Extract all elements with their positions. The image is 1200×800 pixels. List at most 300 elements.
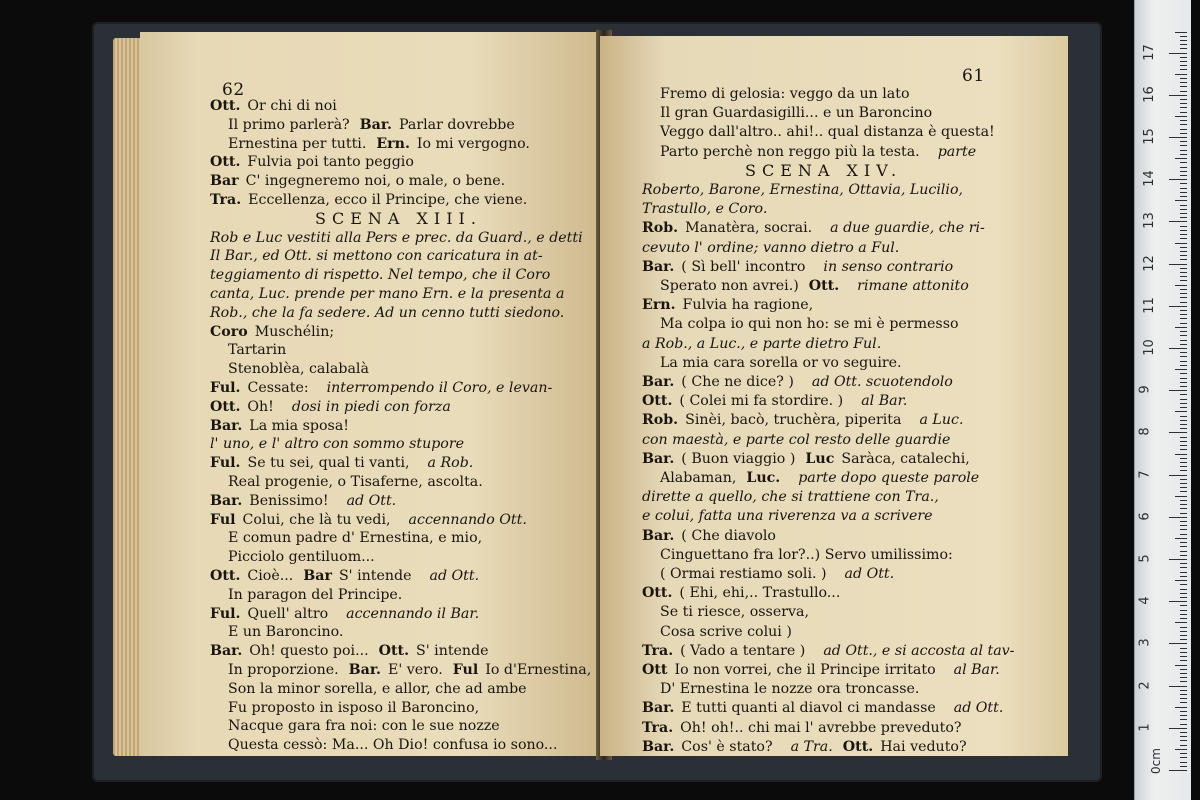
ruler-number: 4 <box>1137 596 1153 605</box>
page-edges <box>113 38 143 756</box>
speaker-name: Bar. <box>642 527 675 544</box>
ruler-number: 16 <box>1141 86 1157 103</box>
ruler-tick <box>1180 740 1187 741</box>
ruler-tick <box>1169 390 1187 391</box>
text-line <box>642 737 967 756</box>
ruler-tick <box>1180 361 1187 362</box>
ruler-tick <box>1180 525 1187 526</box>
ruler-tick <box>1175 200 1187 201</box>
dialogue-text: Alabaman, <box>660 470 737 486</box>
ruler-tick <box>1180 103 1187 104</box>
text-line <box>228 622 343 642</box>
ruler-tick <box>1180 669 1187 670</box>
ruler-number: 5 <box>1137 554 1153 563</box>
ruler-tick <box>1180 44 1187 45</box>
stage-direction: a Rob. <box>427 455 474 472</box>
ruler-tick <box>1180 192 1187 193</box>
dialogue-text: Picciolo gentiluom... <box>228 549 375 566</box>
ruler-tick <box>1180 420 1187 421</box>
text-line <box>642 372 953 392</box>
ruler-tick <box>1180 196 1187 197</box>
right-page-text <box>600 36 1068 756</box>
dialogue-text: Cosa scrive colui ) <box>660 623 792 640</box>
dialogue-text: Colui, che là tu vedi, <box>242 511 391 528</box>
dialogue-text: E tutti quanti al diavol ci mandasse <box>681 700 936 717</box>
speaker-name: Bar. <box>642 700 675 717</box>
stage-direction: teggiamento di rispetto. Nel tempo, che il Coro <box>210 267 551 284</box>
dialogue-text: E comun padre d' Ernestina, e mio, <box>228 530 483 547</box>
ruler-tick <box>1169 53 1187 54</box>
dialogue-text: La mia sposa! <box>249 417 349 434</box>
ruler-tick <box>1180 719 1187 720</box>
dialogue-text: Fu proposto in isposo il Baroncino, <box>228 699 480 716</box>
text-line <box>660 602 809 622</box>
stage-direction: dirette a quello, che si trattiene con Tra., <box>642 489 939 506</box>
ruler-tick <box>1180 213 1187 214</box>
ruler-tick <box>1180 310 1187 311</box>
speaker-name: Ott. <box>642 393 673 410</box>
scene-heading: SCENA XIV. <box>745 160 903 180</box>
speaker-name: Ful. <box>210 455 241 472</box>
ruler-tick <box>1180 238 1187 239</box>
stage-direction: e colui, fatta una riverenza va a scrivere <box>642 508 933 525</box>
text-line <box>228 585 402 605</box>
text-line <box>210 303 564 323</box>
ruler-tick <box>1180 352 1187 353</box>
speaker-name: Luc. <box>746 470 781 486</box>
speaker-name: Ott. <box>210 398 241 415</box>
dialogue-text: ( Buon viaggio ) <box>681 450 796 467</box>
ruler-tick <box>1180 711 1187 712</box>
speaker-name: Tra. <box>642 642 674 659</box>
dialogue-text: ( Ehi, ehi,.. Trastullo... <box>679 585 841 602</box>
speaker-name: Ott. <box>210 98 241 114</box>
ruler-tick <box>1180 513 1187 514</box>
ruler-tick <box>1180 673 1187 674</box>
ruler-tick <box>1169 95 1187 96</box>
ruler-tick <box>1180 698 1187 699</box>
ruler-tick <box>1180 344 1187 345</box>
ruler-tick <box>1180 745 1187 746</box>
dialogue-text: Son la minor sorella, e allor, che ad ambe <box>228 680 527 697</box>
right-page <box>600 36 1068 756</box>
dialogue-text: Or chi di noi <box>247 98 337 114</box>
speaker-name: Ott. <box>842 738 874 755</box>
speaker-name: Bar <box>210 173 239 190</box>
ruler-tick <box>1180 268 1187 269</box>
text-line <box>642 238 899 258</box>
ruler-tick <box>1180 529 1187 530</box>
speaker-name: Bar. <box>210 643 243 660</box>
ruler-tick <box>1180 605 1187 606</box>
dialogue-text: Oh! oh!.. chi mai l' avrebbe preveduto? <box>680 719 962 736</box>
ruler-tick <box>1180 259 1187 260</box>
ruler-tick <box>1180 188 1187 189</box>
speaker-name: Tra. <box>210 192 242 208</box>
dialogue-text: Cessate: <box>247 380 309 396</box>
ruler-tick <box>1180 677 1187 678</box>
ruler-tick <box>1175 580 1187 581</box>
ruler-tick <box>1175 411 1187 412</box>
speaker-name: Bar <box>303 568 332 584</box>
dialogue-text: Real progenie, o Tisaferne, ascolta. <box>228 474 483 490</box>
ruler-tick <box>1180 534 1187 535</box>
dialogue-text: Io mi vergogno. <box>416 135 530 152</box>
text-line <box>660 679 919 699</box>
ruler-tick <box>1180 91 1187 92</box>
ruler-tick <box>1180 487 1187 488</box>
text-line <box>642 449 970 469</box>
ruler-tick <box>1175 74 1187 75</box>
ruler-tick <box>1180 483 1187 484</box>
ruler-tick <box>1180 470 1187 471</box>
ruler-tick <box>1180 656 1187 657</box>
ruler-number: 9 <box>1137 385 1153 394</box>
speaker-name: Bar. <box>642 738 675 755</box>
ruler-tick <box>1180 247 1187 248</box>
ruler-tick <box>1180 449 1187 450</box>
stage-direction: parte <box>937 143 977 160</box>
ruler-tick <box>1180 466 1187 467</box>
ruler-tick <box>1180 162 1187 163</box>
ruler-tick <box>1180 230 1187 231</box>
ruler-tick <box>1180 133 1187 134</box>
ruler-tick <box>1180 69 1187 70</box>
text-line <box>642 641 1014 661</box>
ruler-tick <box>1180 584 1187 585</box>
ruler-tick <box>1180 715 1187 716</box>
stage-direction: accennando Ott. <box>408 511 527 528</box>
text-line <box>228 472 483 492</box>
speaker-name: Ern. <box>642 297 676 314</box>
ruler-tick <box>1175 243 1187 244</box>
ruler-number: 13 <box>1141 212 1157 230</box>
scene-heading: SCENA XIII. <box>315 208 482 228</box>
stage-direction: rimane attonito <box>857 278 969 294</box>
ruler-tick <box>1180 546 1187 547</box>
text-line <box>210 152 414 172</box>
dialogue-text: Cioè... <box>247 568 294 584</box>
stage-direction: canta, Luc. prende per mano Ern. e la presenta a <box>210 286 565 302</box>
dialogue-text: Quell' altro <box>247 605 329 622</box>
ruler-tick <box>1175 32 1187 33</box>
ruler-tick <box>1180 702 1187 703</box>
dialogue-text: S' intende <box>338 568 412 584</box>
stage-direction: ad Ott. <box>953 700 1004 717</box>
ruler-tick <box>1180 500 1187 501</box>
ruler-tick <box>1180 107 1187 108</box>
stage-direction: accennando il Bar. <box>346 605 480 622</box>
ruler-tick <box>1180 555 1187 556</box>
ruler-tick <box>1175 158 1187 159</box>
text-line <box>660 122 995 142</box>
stage-direction: a Tra. <box>790 738 833 755</box>
ruler-tick <box>1180 331 1187 332</box>
ruler-tick <box>1180 86 1187 87</box>
text-line <box>210 378 552 398</box>
ruler-tick <box>1180 504 1187 505</box>
ruler-tick <box>1180 234 1187 235</box>
ruler-tick <box>1180 145 1187 146</box>
dialogue-text: ( Ormai restiamo soli. ) <box>660 566 827 582</box>
dialogue-text: E un Baroncino. <box>228 624 344 641</box>
left-page-number: 62 <box>222 80 245 100</box>
ruler-tick <box>1169 728 1187 729</box>
ruler-tick <box>1169 306 1187 307</box>
text-line <box>228 528 482 548</box>
stage-direction: con maestà, e parte col resto delle guardie <box>642 431 951 448</box>
stage-direction: interrompendo il Coro, e levan- <box>326 380 553 396</box>
text-line <box>210 397 451 417</box>
ruler-tick <box>1180 99 1187 100</box>
ruler-tick <box>1180 660 1187 661</box>
dialogue-text: C' ingegneremo noi, o male, o bene. <box>245 173 506 190</box>
ruler-tick <box>1180 36 1187 37</box>
ruler-tick <box>1169 601 1187 602</box>
ruler-tick <box>1180 378 1187 379</box>
ruler-tick <box>1180 437 1187 438</box>
dialogue-text: Fremo di gelosia: veggo da un lato <box>660 86 910 102</box>
ruler-tick <box>1180 635 1187 636</box>
stage-direction: dosi in piedi con forza <box>291 398 451 415</box>
text-line <box>642 718 962 738</box>
stage-direction: a Luc. <box>919 412 964 429</box>
ruler-tick <box>1169 432 1187 433</box>
stage-direction: cevuto l' ordine; vanno dietro a Ful. <box>642 239 900 256</box>
ruler-tick <box>1175 749 1187 750</box>
ruler-tick <box>1180 762 1187 763</box>
ruler-tick <box>1180 428 1187 429</box>
dialogue-text: D' Ernestina le nozze ora troncasse. <box>660 681 920 698</box>
text-line <box>660 142 976 162</box>
ruler-tick <box>1169 137 1187 138</box>
speaker-name: Ott. <box>210 568 241 584</box>
dialogue-text: Ernestina per tutti. <box>228 135 367 152</box>
dialogue-text: Questa cessò: Ma... Oh Dio! confusa io sono... <box>228 737 558 754</box>
measuring-ruler <box>1134 0 1191 800</box>
dialogue-text: Cos' è stato? <box>681 738 773 755</box>
text-line <box>228 660 591 680</box>
ruler-tick <box>1180 757 1187 758</box>
ruler-tick <box>1180 576 1187 577</box>
speaker-name: Bar. <box>210 492 243 509</box>
ruler-tick <box>1180 280 1187 281</box>
speaker-name: Ott <box>642 662 668 678</box>
ruler-tick <box>1180 597 1187 598</box>
ruler-tick <box>1169 517 1187 518</box>
ruler-tick <box>1180 462 1187 463</box>
ruler-tick <box>1180 690 1187 691</box>
ruler-tick <box>1180 251 1187 252</box>
ruler-tick <box>1180 441 1187 442</box>
stage-direction: in senso contrario <box>823 258 954 275</box>
ruler-tick <box>1180 610 1187 611</box>
text-line <box>228 359 369 379</box>
stage-direction: al Bar. <box>861 393 908 410</box>
text-line <box>210 604 479 624</box>
speaker-name: Ott. <box>378 643 410 660</box>
stage-direction: ad Ott., e si accosta al tav- <box>823 642 1015 659</box>
right-page-number: 61 <box>962 66 985 86</box>
dialogue-text: Nacque gara fra noi: con le sue nozze <box>228 718 500 735</box>
ruler-tick <box>1180 293 1187 294</box>
text-line <box>210 416 349 436</box>
ruler-tick <box>1180 732 1187 733</box>
ruler-tick <box>1180 154 1187 155</box>
dialogue-text: Hai veduto? <box>880 738 967 755</box>
text-line <box>642 334 881 354</box>
text-line <box>228 340 286 360</box>
ruler-tick <box>1180 150 1187 151</box>
text-line <box>660 103 932 123</box>
ruler-tick <box>1180 631 1187 632</box>
text-line <box>660 468 979 488</box>
speaker-name: Ful <box>210 511 236 528</box>
ruler-tick <box>1180 335 1187 336</box>
text-line <box>210 491 396 511</box>
ruler-tick <box>1180 407 1187 408</box>
text-line <box>642 698 1003 718</box>
dialogue-text: ( Sì bell' incontro <box>681 258 806 275</box>
stage-direction: ad Ott. <box>346 492 397 509</box>
dialogue-text: Oh! questo poi... <box>249 643 369 660</box>
stage-direction: Roberto, Barone, Ernestina, Ottavia, Lucilio, <box>642 182 964 198</box>
ruler-number: 3 <box>1137 638 1153 648</box>
dialogue-text: Sinèi, bacò, truchèra, piperita <box>685 412 902 429</box>
speaker-name: Bar. <box>642 374 675 390</box>
ruler-tick <box>1180 724 1187 725</box>
ruler-tick <box>1180 572 1187 573</box>
ruler-tick <box>1180 183 1187 184</box>
text-line <box>210 566 479 586</box>
text-line <box>642 410 963 430</box>
dialogue-text: La mia cara sorella or vo seguire. <box>660 354 902 371</box>
ruler-tick <box>1169 221 1187 222</box>
ruler-tick <box>1180 681 1187 682</box>
ruler-tick <box>1180 445 1187 446</box>
ruler-tick <box>1180 78 1187 79</box>
ruler-tick <box>1180 373 1187 374</box>
ruler-tick <box>1180 167 1187 168</box>
text-line <box>210 96 337 116</box>
ruler-tick <box>1180 302 1187 303</box>
ruler-number: 1 <box>1137 723 1153 732</box>
ruler-tick <box>1180 65 1187 66</box>
speaker-name: Bar. <box>348 662 381 678</box>
text-line <box>210 510 527 530</box>
stage-direction: a Rob., a Luc., e parte dietro Ful. <box>642 335 882 352</box>
ruler-tick <box>1180 61 1187 62</box>
dialogue-text: Se tu sei, qual ti vanti, <box>247 455 410 472</box>
text-line <box>210 284 564 304</box>
dialogue-text: Ma colpa io qui non ho: se mi è permesso <box>660 316 959 333</box>
dialogue-text: S' intende <box>416 643 489 660</box>
ruler-tick <box>1169 179 1187 180</box>
dialogue-text: Saràca, catalechi, <box>841 450 970 467</box>
dialogue-text: Manatèra, socrai. <box>685 220 813 237</box>
text-line <box>210 322 334 342</box>
ruler-tick <box>1169 770 1187 771</box>
ruler-tick <box>1180 124 1187 125</box>
speaker-name: Bar. <box>359 116 392 133</box>
speaker-name: Bar. <box>642 258 675 275</box>
ruler-unit-label: 0cm <box>1148 748 1163 774</box>
text-line <box>228 698 479 718</box>
ruler-tick <box>1180 226 1187 227</box>
speaker-name: Ful. <box>210 380 241 396</box>
text-line <box>228 115 515 135</box>
ruler-tick <box>1180 297 1187 298</box>
ruler-tick <box>1180 276 1187 277</box>
text-line <box>660 622 792 642</box>
ruler-tick <box>1180 48 1187 49</box>
dialogue-text: In proporzione. <box>228 662 339 678</box>
dialogue-text: Il primo parlerà? <box>228 116 350 133</box>
stage-direction: parte dopo queste parole <box>798 470 980 486</box>
dialogue-text: Stenoblèa, calabalà <box>228 361 369 378</box>
text-line <box>228 716 500 736</box>
text-line <box>210 641 489 661</box>
ruler-tick <box>1180 40 1187 41</box>
ruler-tick <box>1180 416 1187 417</box>
ruler-number: 14 <box>1141 170 1157 187</box>
ruler-tick <box>1180 648 1187 649</box>
ruler-number: 10 <box>1141 339 1157 356</box>
text-line <box>642 199 767 219</box>
dialogue-text: ( Che ne dice? ) <box>681 374 794 390</box>
speaker-name: Ern. <box>376 135 410 152</box>
speaker-name: Ott. <box>210 154 241 171</box>
text-line <box>210 246 543 266</box>
ruler-tick <box>1180 175 1187 176</box>
dialogue-text: Eccellenza, ecco il Principe, che viene. <box>248 192 528 208</box>
ruler-tick <box>1169 348 1187 349</box>
speaker-name: Bar. <box>642 450 675 467</box>
ruler-tick <box>1180 627 1187 628</box>
left-page-text <box>140 32 610 756</box>
text-line <box>228 134 530 154</box>
text-line <box>228 679 527 699</box>
dialogue-text: ( Vado a tentare ) <box>680 642 806 659</box>
text-line <box>642 180 963 200</box>
ruler-tick <box>1180 589 1187 590</box>
dialogue-text: Sperato non avrei.) <box>660 278 799 294</box>
dialogue-text: Benissimo! <box>249 492 329 509</box>
stage-direction: a due guardie, che ri- <box>830 220 985 237</box>
dialogue-text: E' vero. <box>387 662 443 678</box>
text-line <box>745 161 902 182</box>
speaker-name: Rob. <box>642 412 679 429</box>
text-line <box>642 391 907 411</box>
ruler-tick <box>1180 386 1187 387</box>
ruler-tick <box>1180 403 1187 404</box>
text-line <box>210 434 464 454</box>
ruler-tick <box>1169 559 1187 560</box>
text-line <box>228 735 557 755</box>
ruler-tick <box>1180 112 1187 113</box>
ruler-tick <box>1180 736 1187 737</box>
ruler-tick <box>1180 141 1187 142</box>
dialogue-text: Fulvia ha ragione, <box>682 297 814 314</box>
ruler-tick <box>1180 356 1187 357</box>
ruler-tick <box>1180 120 1187 121</box>
stage-direction: Trastullo, e Coro. <box>642 201 768 218</box>
speaker-name: Ful <box>452 662 479 678</box>
dialogue-text: ( Colei mi fa stordire. ) <box>679 393 844 410</box>
stage-direction: Rob e Luc vestiti alla Pers e prec. da Guard., e detti <box>210 229 583 246</box>
dialogue-text: Io d'Ernestina, <box>485 662 592 678</box>
text-line <box>642 660 1000 680</box>
